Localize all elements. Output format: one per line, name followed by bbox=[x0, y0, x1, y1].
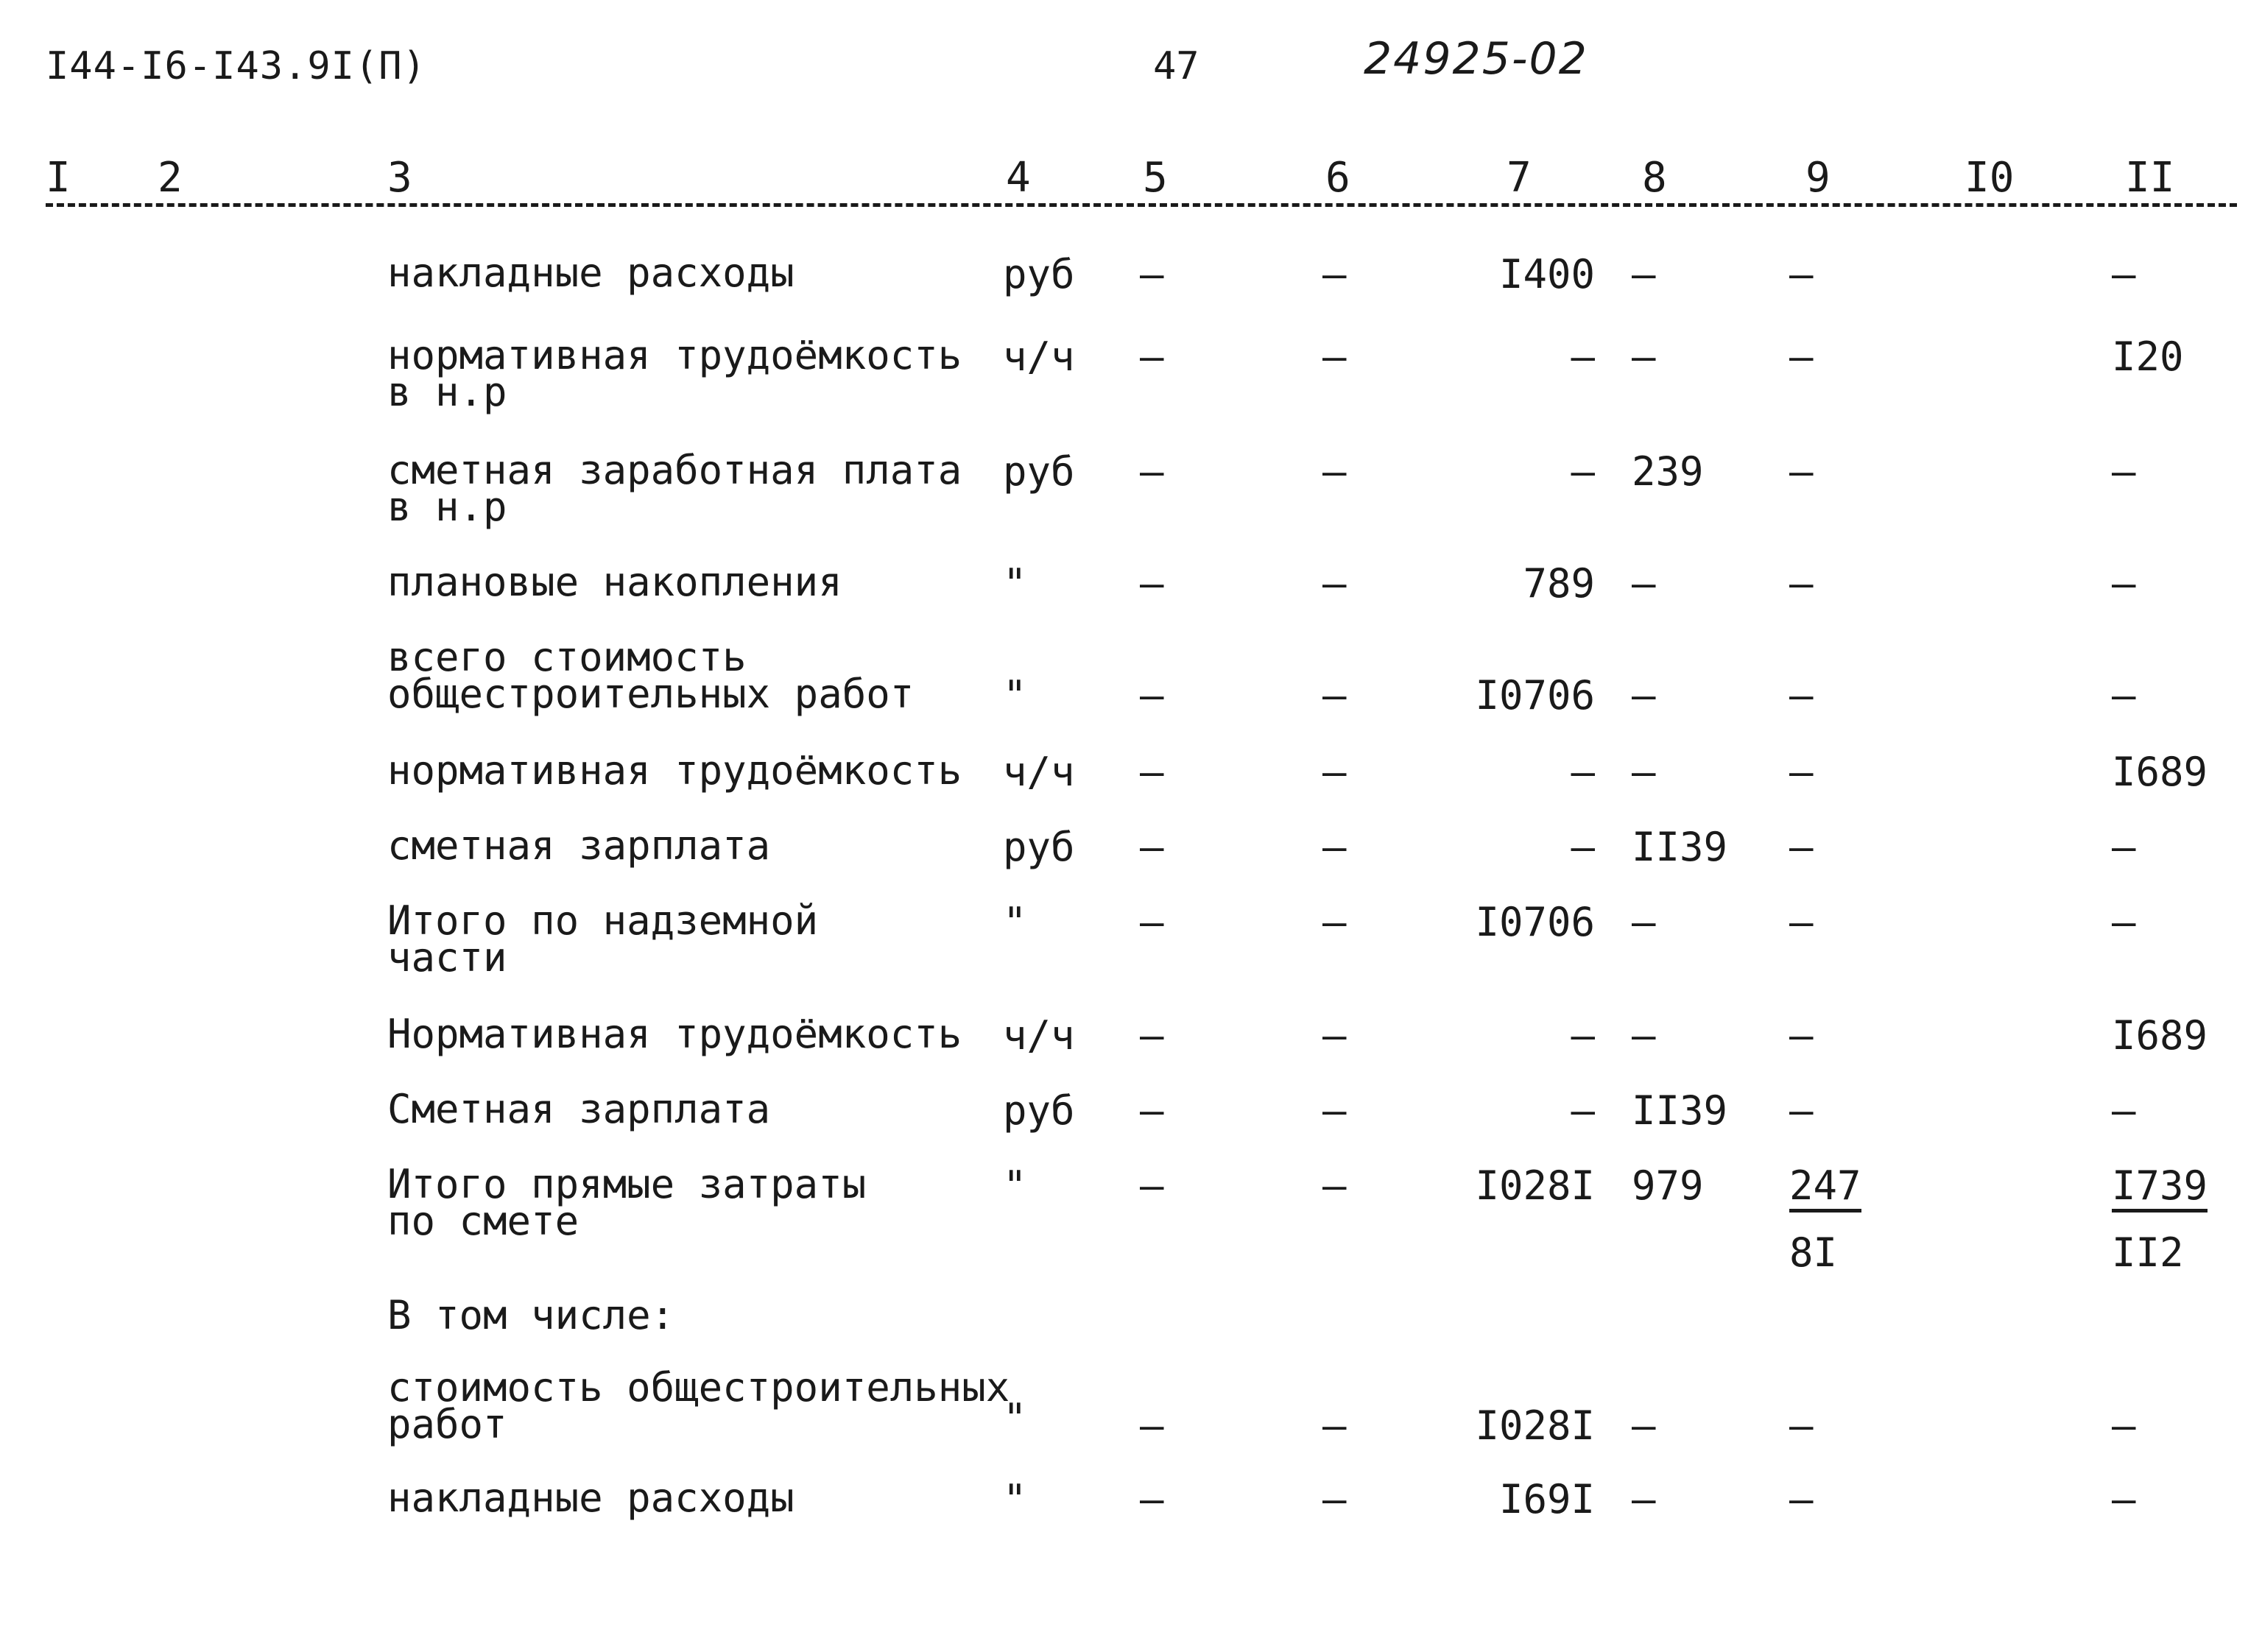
column-header-2: 2 bbox=[158, 154, 183, 202]
cell-col8: – bbox=[1632, 1402, 1656, 1449]
column-header-6: 6 bbox=[1325, 154, 1350, 202]
cell-col7: I69I bbox=[1498, 1476, 1595, 1522]
cell-col8: – bbox=[1632, 899, 1656, 945]
cell-col11: – bbox=[2112, 824, 2136, 870]
cell-col9: – bbox=[1789, 1402, 1814, 1449]
document-code: I44-I6-I43.9I(П) bbox=[46, 44, 426, 88]
cell-col7: I0706 bbox=[1475, 899, 1595, 945]
cell-col7: I0706 bbox=[1475, 672, 1595, 719]
cell-col8: – bbox=[1632, 1012, 1656, 1059]
column-header-5: 5 bbox=[1143, 154, 1168, 202]
cell-col5: – bbox=[1140, 672, 1164, 719]
row-name: Сметная зарплата bbox=[387, 1086, 771, 1132]
cell-col5: – bbox=[1140, 333, 1164, 380]
fraction-col11 bbox=[2112, 1162, 2208, 1276]
row-unit: руб bbox=[1003, 448, 1075, 495]
cell-col7: – bbox=[1571, 824, 1595, 870]
column-header-8: 8 bbox=[1642, 154, 1667, 202]
cell-col6: – bbox=[1322, 560, 1347, 607]
cell-col9: – bbox=[1789, 749, 1814, 795]
cell-col9: – bbox=[1789, 251, 1814, 297]
cell-col5: – bbox=[1140, 1402, 1164, 1449]
cell-col6: – bbox=[1322, 448, 1347, 495]
cell-col6: – bbox=[1322, 1087, 1347, 1134]
fraction-col9 bbox=[1789, 1162, 1861, 1276]
row-unit: руб bbox=[1003, 824, 1075, 870]
cell-col5: – bbox=[1140, 251, 1164, 297]
cell-col8: II39 bbox=[1632, 824, 1728, 870]
column-header-11: II bbox=[2125, 154, 2175, 202]
column-header-1: I bbox=[46, 154, 71, 202]
cell-col6: – bbox=[1322, 1476, 1347, 1522]
row-unit: " bbox=[1003, 1162, 1027, 1209]
row-name: всего стоимость общестроительных работ bbox=[387, 634, 915, 717]
cell-col7: – bbox=[1571, 333, 1595, 380]
cell-col8: 979 bbox=[1632, 1162, 1704, 1209]
row-unit: " bbox=[1003, 672, 1027, 719]
fraction-denominator: II2 bbox=[2112, 1229, 2184, 1276]
row-unit: " bbox=[1003, 1395, 1027, 1441]
row-unit: ч/ч bbox=[1003, 749, 1075, 795]
fraction-numerator: I739 bbox=[2112, 1166, 2208, 1212]
cell-col7: I400 bbox=[1498, 251, 1595, 297]
row-name: накладные расходы bbox=[387, 250, 794, 296]
cell-col11: – bbox=[2112, 448, 2136, 495]
cell-col6: – bbox=[1322, 824, 1347, 870]
cell-col6: – bbox=[1322, 899, 1347, 945]
row-name: Итого по надземной части bbox=[387, 897, 819, 981]
row-unit: руб bbox=[1003, 1087, 1075, 1134]
handwritten-number: 24925-02 bbox=[1364, 33, 1588, 85]
cell-col9: – bbox=[1789, 899, 1814, 945]
row-unit: руб bbox=[1003, 251, 1075, 297]
cell-col5: – bbox=[1140, 1162, 1164, 1209]
cell-col11: I689 bbox=[2112, 1012, 2208, 1059]
cell-col8: II39 bbox=[1632, 1087, 1728, 1134]
row-name: стоимость общестроительных работ bbox=[387, 1364, 1010, 1447]
header-divider bbox=[46, 203, 2237, 207]
column-header-9: 9 bbox=[1805, 154, 1831, 202]
cell-col7: – bbox=[1571, 448, 1595, 495]
cell-col6: – bbox=[1322, 251, 1347, 297]
cell-col8: – bbox=[1632, 1476, 1656, 1522]
cell-col11: – bbox=[2112, 899, 2136, 945]
cell-col8: 239 bbox=[1632, 448, 1704, 495]
page-number: 47 bbox=[1153, 44, 1199, 88]
cell-col7: I028I bbox=[1475, 1162, 1595, 1209]
cell-col11: – bbox=[2112, 1087, 2136, 1134]
cell-col11: – bbox=[2112, 672, 2136, 719]
cell-col9: – bbox=[1789, 1012, 1814, 1059]
cell-col6: – bbox=[1322, 749, 1347, 795]
cell-col8: – bbox=[1632, 251, 1656, 297]
fraction-denominator: 8I bbox=[1789, 1229, 1838, 1276]
row-name: Итого прямые затраты по смете bbox=[387, 1161, 867, 1244]
cell-col11: – bbox=[2112, 560, 2136, 607]
cell-col5: – bbox=[1140, 1087, 1164, 1134]
row-name: Нормативная трудоёмкость bbox=[387, 1011, 962, 1057]
cell-col11: – bbox=[2112, 1402, 2136, 1449]
cell-col11: – bbox=[2112, 251, 2136, 297]
cell-col5: – bbox=[1140, 1012, 1164, 1059]
cell-col8: – bbox=[1632, 560, 1656, 607]
row-unit: " bbox=[1003, 560, 1027, 607]
cell-col6: – bbox=[1322, 1162, 1347, 1209]
cell-col6: – bbox=[1322, 672, 1347, 719]
cell-col5: – bbox=[1140, 560, 1164, 607]
cell-col9: – bbox=[1789, 1476, 1814, 1522]
cell-col5: – bbox=[1140, 749, 1164, 795]
cell-col8: – bbox=[1632, 672, 1656, 719]
cell-col7: 789 bbox=[1523, 560, 1595, 607]
row-unit: ч/ч bbox=[1003, 1012, 1075, 1059]
column-header-4: 4 bbox=[1006, 154, 1031, 202]
cell-col11: I689 bbox=[2112, 749, 2208, 795]
column-header-7: 7 bbox=[1507, 154, 1532, 202]
row-name: плановые накопления bbox=[387, 559, 842, 605]
cell-col9: – bbox=[1789, 672, 1814, 719]
row-name: нормативная трудоёмкость в н.р bbox=[387, 332, 962, 415]
row-unit: " bbox=[1003, 899, 1027, 945]
column-header-3: 3 bbox=[387, 154, 412, 202]
cell-col6: – bbox=[1322, 1012, 1347, 1059]
cell-col7: – bbox=[1571, 1012, 1595, 1059]
cell-col9: – bbox=[1789, 1087, 1814, 1134]
cell-col7: – bbox=[1571, 1087, 1595, 1134]
section-label: В том числе: bbox=[387, 1292, 675, 1338]
cell-col7: I028I bbox=[1475, 1402, 1595, 1449]
cell-col5: – bbox=[1140, 824, 1164, 870]
cell-col5: – bbox=[1140, 899, 1164, 945]
cell-col11: I20 bbox=[2112, 333, 2184, 380]
cell-col6: – bbox=[1322, 333, 1347, 380]
cell-col5: – bbox=[1140, 448, 1164, 495]
row-name: нормативная трудоёмкость bbox=[387, 747, 962, 794]
cell-col8: – bbox=[1632, 749, 1656, 795]
cell-col9: – bbox=[1789, 824, 1814, 870]
row-name: сметная заработная плата в н.р bbox=[387, 447, 962, 530]
fraction-numerator: 247 bbox=[1789, 1166, 1861, 1212]
cell-col5: – bbox=[1140, 1476, 1164, 1522]
row-name: сметная зарплата bbox=[387, 822, 771, 869]
column-header-10: I0 bbox=[1965, 154, 2015, 202]
cell-col6: – bbox=[1322, 1402, 1347, 1449]
cell-col11: – bbox=[2112, 1476, 2136, 1522]
row-unit: ч/ч bbox=[1003, 333, 1075, 380]
cell-col8: – bbox=[1632, 333, 1656, 380]
cell-col9: – bbox=[1789, 448, 1814, 495]
row-unit: " bbox=[1003, 1476, 1027, 1522]
cell-col9: – bbox=[1789, 560, 1814, 607]
row-name: накладные расходы bbox=[387, 1475, 794, 1521]
cell-col9: – bbox=[1789, 333, 1814, 380]
cell-col7: – bbox=[1571, 749, 1595, 795]
